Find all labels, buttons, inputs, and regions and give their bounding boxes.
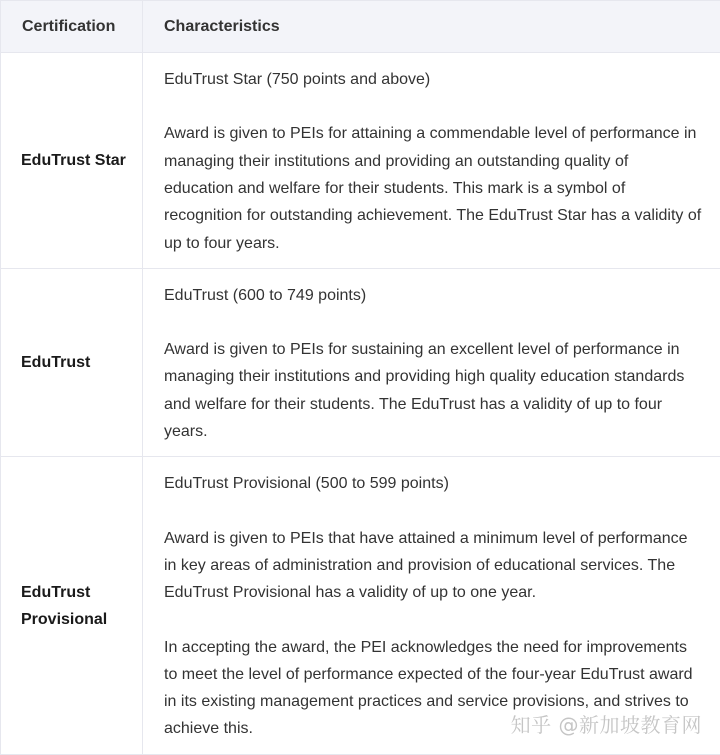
table-header-row xyxy=(1,1,720,53)
characteristics-cell xyxy=(143,53,720,269)
table-row xyxy=(1,53,720,269)
characteristics-cell xyxy=(143,269,720,457)
characteristics-paragraph: EduTrust Provisional (500 to 599 points) xyxy=(164,470,702,497)
certification-name: EduTrust Star xyxy=(1,53,143,269)
table-row xyxy=(1,457,720,755)
characteristics-paragraph: Award is given to PEIs that have attained a minimum level of performance in key areas of administration and provision of educational services. The EduTrust Provisional has a validity of up to one year. xyxy=(164,525,702,607)
characteristics-paragraph: Award is given to PEIs for sustaining an excellent level of performance in managing their institutions and providing high quality education standards and welfare for their students. The EduTrust has a validity of up to four years. xyxy=(164,336,702,445)
table-row xyxy=(1,269,720,457)
characteristics-paragraph: EduTrust (600 to 749 points) xyxy=(164,282,702,309)
characteristics-cell xyxy=(143,457,720,755)
certification-name: EduTrust xyxy=(1,269,143,457)
watermark: 知乎 @新加坡教育网 xyxy=(511,709,702,738)
header-characteristics: Characteristics xyxy=(143,1,720,53)
characteristics-paragraph: Award is given to PEIs for attaining a commendable level of performance in managing their institutions and providing an outstanding quality of education and welfare for their students. This mark is a symbol of recognition for outstanding achievement. The EduTrust Star has a validity of up to four years. xyxy=(164,120,702,256)
header-certification: Certification xyxy=(1,1,143,53)
characteristics-paragraph: EduTrust Star (750 points and above) xyxy=(164,66,702,93)
certification-name: EduTrust Provisional xyxy=(1,457,143,755)
characteristics-paragraph: In accepting the award, the PEI acknowledges the need for improvements to meet the level of performance expected of the four-year EduTrust award in its existing management practices and service provisions, and strives to achieve this. xyxy=(164,634,702,743)
